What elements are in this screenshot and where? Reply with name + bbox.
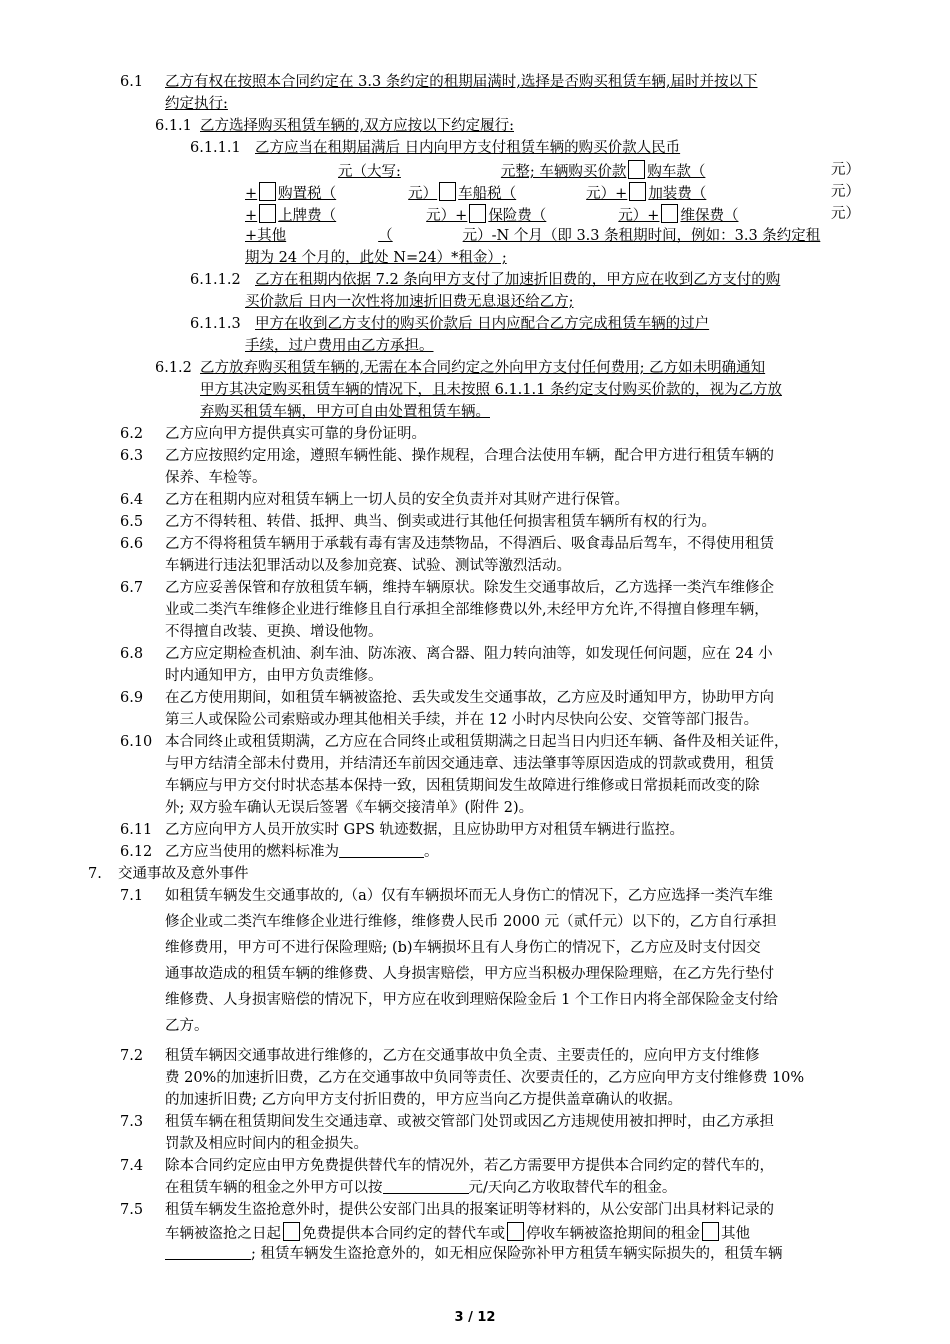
checkbox[interactable]: [259, 182, 276, 201]
clause-6-6-line2: 车辆进行违法犯罪活动以及参加竞赛、试验、测试等激烈活动。: [165, 558, 571, 574]
clause-number: 7.1: [120, 888, 144, 904]
checkbox[interactable]: [439, 182, 456, 201]
clause-6-1-1-text: 乙方选择购买租赁车辆的,双方应按以下约定履行:: [200, 118, 514, 134]
clause-number: 6.1.2: [155, 360, 192, 376]
text: 元整; 车辆购买价款: [500, 164, 627, 180]
clause-6-11-line1: 乙方应向甲方人员开放实时 GPS 轨迹数据，且应协助甲方对租赁车辆进行监控。: [165, 822, 684, 838]
clause-number: 7.4: [120, 1158, 144, 1174]
clause-6-2-line1: 乙方应向甲方提供真实可靠的身份证明。: [165, 426, 426, 442]
clause-number: 6.9: [120, 690, 144, 706]
clause-6-7-line3: 不得擅自改装、更换、增设他物。: [165, 624, 383, 640]
clause-6-8-line1: 乙方应定期检查机油、刹车油、防冻液、离合器、阻力转向油等，如发现任何问题，应在 24 小: [165, 646, 773, 662]
clause-6-1-1-3-line1: 甲方在收到乙方支付的购买价款后 日内应配合乙方完成租赁车辆的过户: [255, 316, 710, 332]
text: 元）: [831, 206, 860, 222]
clause-7-2-line3: 的加速折旧费; 乙方向甲方支付折旧费的，甲方应当向乙方提供盖章确认的收据。: [165, 1092, 682, 1108]
clause-6-1-2-line1: 乙方放弃购买租赁车辆的,无需在本合同约定之外向甲方支付任何费用; 乙方如未明确通知: [200, 360, 766, 376]
clause-6-1-1-1-line6: 期为 24 个月的，此处 N=24）*租金）;: [245, 250, 507, 266]
clause-6-12-line1: [165, 842, 439, 862]
checkbox[interactable]: [702, 1222, 719, 1241]
clause-number: 7.2: [120, 1048, 144, 1064]
clause-6-1-1-1-line5: [245, 226, 860, 246]
clause-number: 6.8: [120, 646, 144, 662]
clause-6-3-line2: 保养、车检等。: [165, 470, 267, 486]
clause-6-6-line1: 乙方不得将租赁车辆用于承载有毒有害及违禁物品，不得酒后、吸食毒品后驾车，不得使用租赁: [165, 536, 774, 552]
clause-6-1-line2: 约定执行:: [165, 96, 228, 112]
text: 购车款（: [647, 164, 706, 180]
clause-6-10-line4: 外; 双方验车确认无误后签署《车辆交接清单》(附件 2)。: [165, 800, 534, 816]
clause-number: 6.10: [120, 734, 153, 750]
text: 购置税（: [278, 186, 337, 202]
clause-6-1-line1: 乙方有权在按照本合同约定在 3.3 条约定的租期届满时,选择是否购买租赁车辆,届时并按以下: [165, 74, 758, 90]
clause-number: 6.3: [120, 448, 144, 464]
clause-7-5-line3: [165, 1244, 783, 1264]
clause-number: 6.12: [120, 844, 153, 860]
clause-6-1-1-2-line2: 买价款后 日内一次性将加速折旧费无息退还给乙方;: [245, 294, 574, 310]
clause-number: 6.1.1.1: [190, 140, 241, 156]
text: 元）+: [618, 208, 660, 224]
section-title: 交通事故及意外事件: [118, 866, 249, 882]
clause-7-3-line2: 罚款及相应时间内的租金损失。: [165, 1136, 368, 1152]
clause-number: 6.1.1.3: [190, 316, 241, 332]
clause-7-1-line2: 修企业或二类汽车维修企业进行维修，维修费人民币 2000 元（贰仟元）以下的，乙方自行承担: [165, 914, 777, 930]
clause-7-1-line3: 维修费用，甲方可不进行保险理赔; (b)车辆损坏且有人身伤亡的情况下，乙方应及时支付因交: [165, 940, 761, 956]
clause-6-10-line2: 与甲方结清全部未付费用，并结清还车前因交通违章、违法肇事等原因造成的罚款或费用，租赁: [165, 756, 774, 772]
text: （: [378, 228, 393, 244]
text: 车船税（: [458, 186, 517, 202]
clause-6-1-1-1-line3: [245, 182, 860, 204]
clause-6-10-line3: 车辆应与甲方交付时状态基本保持一致，因租赁期间发生故障进行维修或日常损耗而改变的除: [165, 778, 760, 794]
clause-6-1-2-line2: 甲方其决定购买租赁车辆的情况下，且未按照 6.1.1.1 条约定支付购买价款的，视为乙方放: [200, 382, 782, 398]
fuel-standard-blank[interactable]: [339, 843, 424, 858]
clause-6-8-line2: 时内通知甲方，由甲方负责维修。: [165, 668, 383, 684]
text: ; 租赁车辆发生盗抢意外的，如无相应保险弥补甲方租赁车辆实际损失的，租赁车辆: [251, 1246, 783, 1262]
text: 上牌费（: [278, 208, 337, 224]
clause-6-3-line1: 乙方应按照约定用途，遵照车辆性能、操作规程，合理合法使用车辆，配合甲方进行租赁车辆的: [165, 448, 774, 464]
text: 在租赁车辆的租金之外甲方可以按: [165, 1180, 383, 1196]
clause-7-1-line1: 如租赁车辆发生交通事故的,（a）仅有车辆损坏而无人身伤亡的情况下，乙方应选择一类汽车维: [165, 888, 773, 904]
clause-6-1-1-1-line4: [245, 204, 860, 226]
clause-7-5-line1: 租赁车辆发生盗抢意外时，提供公安部门出具的报案证明等材料的，从公安部门出具材料记录的: [165, 1202, 774, 1218]
clause-7-2-line1: 租赁车辆因交通事故进行维修的，乙方在交通事故中负全责、主要责任的，应向甲方支付维修: [165, 1048, 760, 1064]
text: 维保费（: [680, 208, 739, 224]
clause-number: 7.5: [120, 1202, 144, 1218]
daily-rate-blank[interactable]: [383, 1179, 469, 1194]
text: 元）-N 个月（即 3.3 条租期时间，例如：3.3 条约定租: [462, 228, 821, 244]
checkbox[interactable]: [283, 1222, 300, 1241]
text: +: [245, 208, 258, 224]
text: 停收车辆被盗抢期间的租金: [526, 1226, 700, 1242]
text: 乙方应当使用的燃料标准为: [165, 844, 339, 860]
checkbox[interactable]: [661, 204, 678, 223]
page-number: 3 / 12: [454, 1310, 496, 1325]
clause-7-2-line2: 费 20%的加速折旧费，乙方在交通事故中负同等责任、次要责任的，乙方应向甲方支付维修费 10%: [165, 1070, 805, 1086]
clause-6-9-line1: 在乙方使用期间，如租赁车辆被盗抢、丢失或发生交通事故，乙方应及时通知甲方，协助甲方向: [165, 690, 774, 706]
text: 免费提供本合同约定的替代车或: [302, 1226, 505, 1242]
clause-7-4-line2: [165, 1178, 676, 1198]
text: +: [245, 186, 258, 202]
text: 加装费（: [648, 186, 707, 202]
checkbox[interactable]: [628, 160, 645, 179]
clause-7-1-line5: 维修费、人身损害赔偿的情况下，甲方应在收到理赔保险金后 1 个工作日内将全部保险金支付给: [165, 992, 778, 1008]
text: 。: [424, 844, 439, 860]
text: 保险费（: [488, 208, 547, 224]
clause-number: 6.6: [120, 536, 144, 552]
clause-6-1-2-line3: 弃购买租赁车辆，甲方可自由处置租赁车辆。: [200, 404, 490, 420]
clause-7-3-line1: 租赁车辆在租赁期间发生交通违章、或被交管部门处罚或因乙方违规使用被扣押时，由乙方承担: [165, 1114, 774, 1130]
clause-6-1-1-3-line2: 手续，过户费用由乙方承担。: [245, 338, 434, 354]
checkbox[interactable]: [507, 1222, 524, 1241]
clause-number: 6.1.1: [155, 118, 192, 134]
other-option-blank[interactable]: [165, 1245, 251, 1260]
clause-number: 6.5: [120, 514, 144, 530]
clause-number: 6.4: [120, 492, 144, 508]
clause-7-5-line2: [165, 1222, 750, 1244]
clause-6-5-line1: 乙方不得转租、转借、抵押、典当、倒卖或进行其他任何损害租赁车辆所有权的行为。: [165, 514, 716, 530]
text: +其他: [245, 228, 287, 244]
section-number: 7.: [88, 866, 102, 882]
text: 元/天向乙方收取替代车的租金。: [468, 1180, 677, 1196]
clause-number: 6.1.1.2: [190, 272, 241, 288]
clause-number: 6.11: [120, 822, 153, 838]
clause-6-1-1-1-line1: 乙方应当在租期届满后 日内向甲方支付租赁车辆的购买价款人民币: [255, 140, 681, 156]
clause-6-7-line1: 乙方应妥善保管和存放租赁车辆，维持车辆原状。除发生交通事故后，乙方选择一类汽车维修企: [165, 580, 774, 596]
clause-6-9-line2: 第三人或保险公司索赔或办理其他相关手续，并在 12 小时内尽快向公安、交管等部门报告。: [165, 712, 759, 728]
text: 元（大写:: [338, 164, 401, 180]
clause-6-1-1-2-line1: 乙方在租期内依据 7.2 条向甲方支付了加速折旧费的，甲方应在收到乙方支付的购: [255, 272, 781, 288]
text: 其他: [721, 1226, 750, 1242]
checkbox[interactable]: [259, 204, 276, 223]
checkbox[interactable]: [629, 182, 646, 201]
clause-7-1-line6: 乙方。: [165, 1018, 209, 1034]
text: 元）: [408, 186, 438, 202]
clause-6-7-line2: 业或二类汽车维修企业进行维修且自行承担全部维修费以外,未经甲方允许,不得擅自修理车辆，: [165, 602, 769, 618]
clause-number: 6.1: [120, 74, 144, 90]
clause-6-1-1-1-line2: [245, 160, 860, 182]
checkbox[interactable]: [469, 204, 486, 223]
clause-7-1-line4: 通事故造成的租赁车辆的维修费、人身损害赔偿，甲方应当积极办理保险理赔，在乙方先行垫付: [165, 966, 774, 982]
clause-number: 7.3: [120, 1114, 144, 1130]
text: 元）: [831, 162, 860, 178]
text: 元）+: [426, 208, 468, 224]
clause-number: 6.2: [120, 426, 144, 442]
text: 车辆被盗抢之日起: [165, 1226, 281, 1242]
clause-6-10-line1: 本合同终止或租赁期满，乙方应在合同终止或租赁期满之日起当日内归还车辆、备件及相关证件，: [165, 734, 789, 750]
text: 元）: [831, 184, 860, 200]
clause-7-4-line1: 除本合同约定应由甲方免费提供替代车的情况外，若乙方需要甲方提供本合同约定的替代车的，: [165, 1158, 774, 1174]
clause-6-4-line1: 乙方在租期内应对租赁车辆上一切人员的安全负责并对其财产进行保管。: [165, 492, 629, 508]
clause-number: 6.7: [120, 580, 144, 596]
text: 元）+: [586, 186, 628, 202]
